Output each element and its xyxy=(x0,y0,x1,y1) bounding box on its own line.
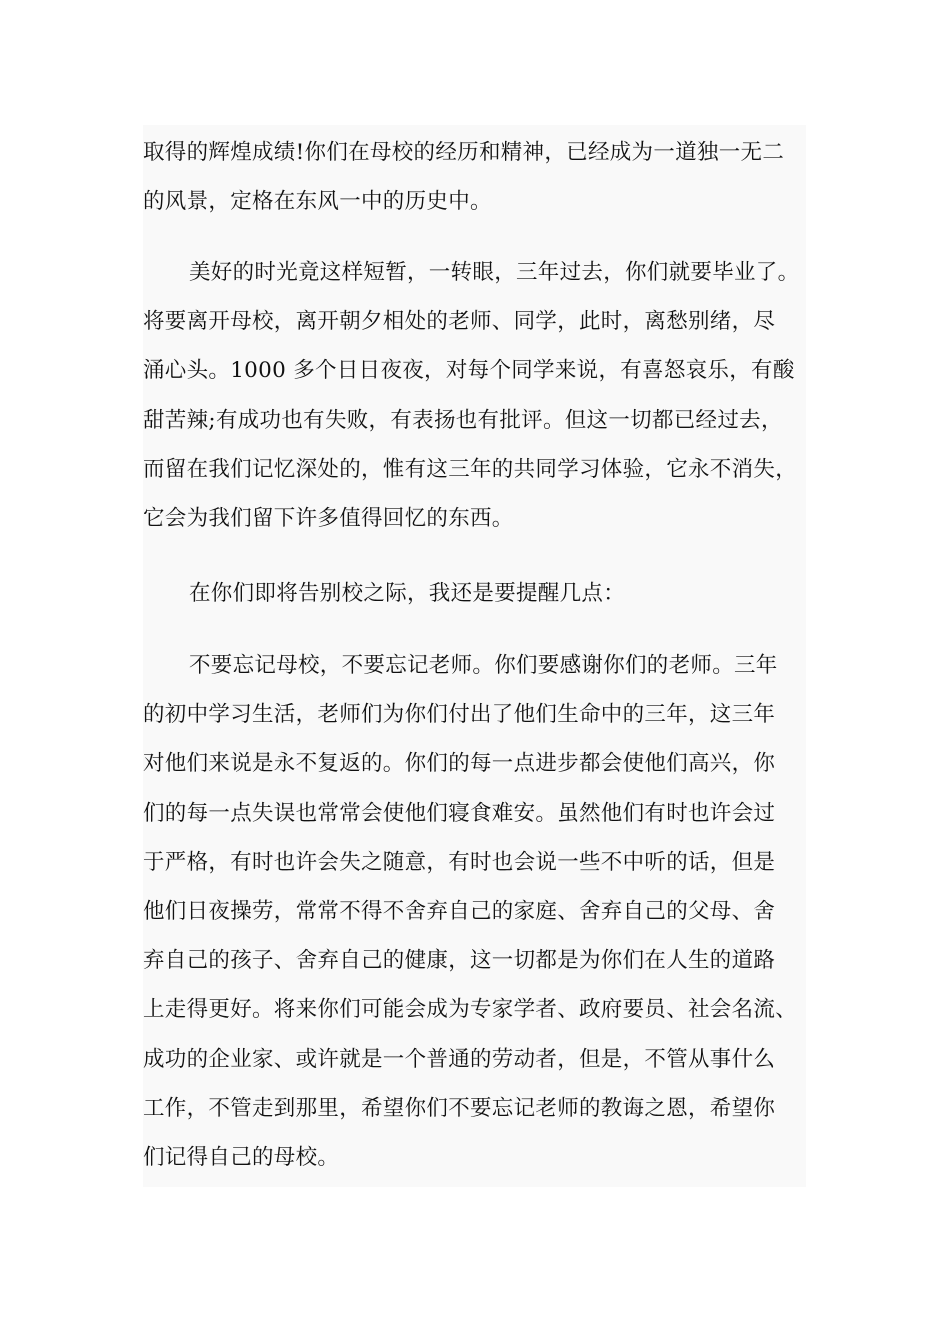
text-line: 工作，不管走到那里，希望你们不要忘记老师的教诲之恩，希望你 xyxy=(143,1095,776,1121)
paragraph-2 xyxy=(143,248,843,543)
text-line: 它会为我们留下许多值得回忆的东西。 xyxy=(143,505,514,531)
text-line: 弃自己的孩子、舍弃自己的健康，这一切都是为你们在人生的道路 xyxy=(143,948,776,974)
text-line: 涌心头。1000 多个日日夜夜，对每个同学来说，有喜怒哀乐，有酸 xyxy=(143,358,795,384)
text-line: 在你们即将告别校之际，我还是要提醒几点： xyxy=(189,581,626,606)
paragraph-4 xyxy=(143,641,843,1182)
text-line: 而留在我们记忆深处的，惟有这三年的共同学习体验，它永不消失， xyxy=(143,456,798,482)
text-line: 的风景，定格在东风一中的历史中。 xyxy=(143,189,492,215)
text-line: 取得的辉煌成绩!你们在母校的经历和精神，已经成为一道独一无二 xyxy=(143,140,785,165)
text-line: 美好的时光竟这样短暂，一转眼，三年过去，你们就要毕业了。 xyxy=(189,260,800,285)
text-line: 上走得更好。将来你们可能会成为专家学者、政府要员、社会名流、 xyxy=(143,997,798,1023)
text-line: 的初中学习生活，老师们为你们付出了他们生命中的三年，这三年 xyxy=(143,702,776,728)
text-line: 对他们来说是永不复返的。你们的每一点进步都会使他们高兴，你 xyxy=(143,751,776,777)
text-line: 于严格，有时也许会失之随意，有时也会说一些不中听的话，但是 xyxy=(143,849,776,875)
paragraph-1 xyxy=(143,128,843,226)
text-line: 甜苦辣;有成功也有失败，有表扬也有批评。但这一切都已经过去， xyxy=(143,407,783,433)
text-line: 们的每一点失误也常常会使他们寝食难安。虽然他们有时也许会过 xyxy=(143,800,776,826)
text-line: 不要忘记母校，不要忘记老师。你们要感谢你们的老师。三年 xyxy=(189,653,778,678)
text-line: 们记得自己的母校。 xyxy=(143,1144,340,1170)
text-line: 将要离开母校，离开朝夕相处的老师、同学，此时，离愁别绪，尽 xyxy=(143,309,776,335)
paragraph-3 xyxy=(143,569,843,618)
text-line: 成功的企业家、或许就是一个普通的劳动者，但是，不管从事什么 xyxy=(143,1046,776,1072)
document-text-panel xyxy=(143,125,806,1187)
text-line: 他们日夜操劳，常常不得不舍弃自己的家庭、舍弃自己的父母、舍 xyxy=(143,898,776,924)
